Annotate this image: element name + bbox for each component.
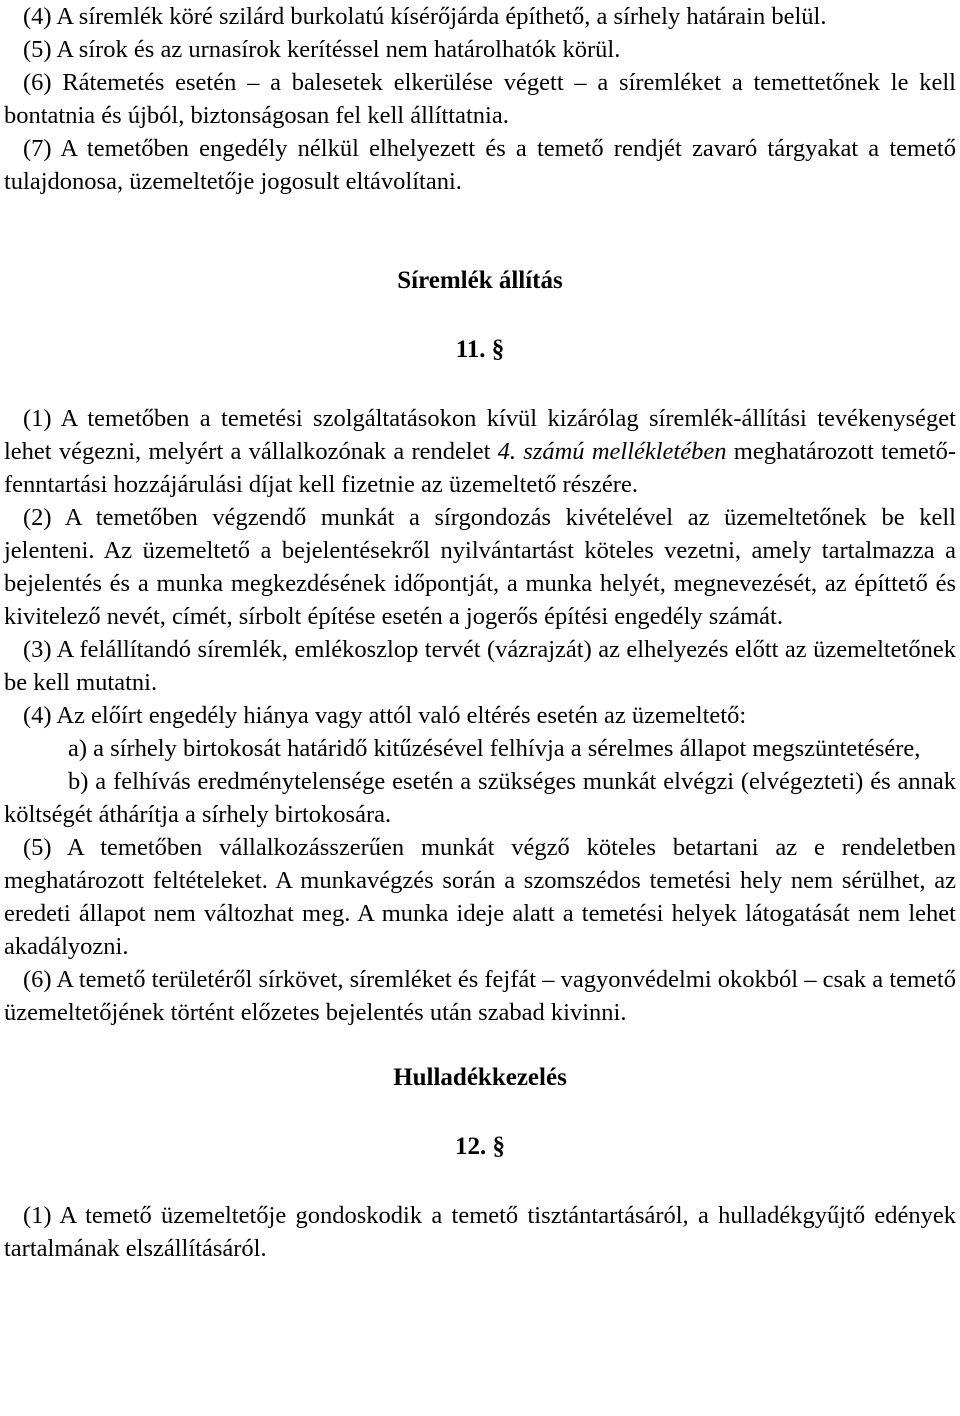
section-12-number: 12. § <box>455 1133 505 1160</box>
s11-paragraph-4a: a) a sírhely birtokosát határidő kitűzésével felhívja a sérelmes állapot megszüntetésére, <box>68 735 921 762</box>
s11-paragraph-2: (2) A temetőben végzendő munkát a sírgondozás kivételével az üzemeltetőnek be kell jelenteni. Az üzemeltető a bejelentésekről nyilvántartást köteles vezetni, amely tartalmazza a bejelentés és a munka megkezdésének időpontját, a munka helyét, megnevezését, az építtető és kivitelező nevét, címét, sírbolt építése esetén a jogerős építési engedély számát. <box>4 504 956 630</box>
section-12-body <box>4 1199 956 1265</box>
s12-paragraph-1: (1) A temető üzemeltetője gondoskodik a temető tisztántartásáról, a hulladékgyűjtő edények tartalmának elszállításáról. <box>4 1202 956 1262</box>
section-11-title: Síremlék állítás <box>397 267 563 294</box>
section-12-title: Hulladékkezelés <box>393 1064 567 1091</box>
s11-p1-text-before: (1) A temetőben a temetési szolgáltatásokon kívül kizárólag síremlék-állítási tevékenységet lehet végezni, melyért a vállalkozónak a rendelet <box>4 405 956 465</box>
paragraph-5: (5) A sírok és az urnasírok kerítéssel nem határolhatók körül. <box>23 36 621 63</box>
s11-paragraph-5: (5) A temetőben vállalkozásszerűen munkát végző köteles betartani az e rendeletben meghatározott feltételeket. A munkavégzés során a szomszédos temetési hely nem sérülhet, az eredeti állapot nem változhat meg. A munka ideje alatt a temetési helyek látogatását nem lehet akadályozni. <box>4 834 956 960</box>
s11-paragraph-4b: b) a felhívás eredménytelensége esetén a szükséges munkát elvégzi (elvégezteti) és annak költségét áthárítja a sírhely birtokosára. <box>4 768 956 828</box>
s11-p1-text-after: meghatározott temető-fenntartási hozzájárulási díjat kell fizetnie az üzemeltető részére. <box>4 438 956 498</box>
section-11-number: 11. § <box>455 336 505 363</box>
s11-paragraph-4: (4) Az előírt engedély hiánya vagy attól való eltérés esetén az üzemeltető: <box>23 702 747 729</box>
paragraph-7: (7) A temetőben engedély nélkül elhelyezett és a temető rendjét zavaró tárgyakat a temető tulajdonosa, üzemeltetője jogosult eltávolítani. <box>4 135 956 195</box>
s11-p1-italic-reference: 4. számú mellékletében <box>497 438 727 465</box>
paragraph-4: (4) A síremlék köré szilárd burkolatú kísérőjárda építhető, a sírhely határain belül. <box>23 3 827 30</box>
s11-paragraph-1 <box>4 402 956 501</box>
previous-section-paragraphs <box>4 0 956 198</box>
s11-paragraph-3: (3) A felállítandó síremlék, emlékoszlop tervét (vázrajzát) az elhelyezés előtt az üzemeltetőnek be kell mutatni. <box>4 636 956 696</box>
section-11-body <box>4 402 956 1029</box>
s11-paragraph-6: (6) A temető területéről sírkövet, síremléket és fejfát – vagyonvédelmi okokból – csak a temető üzemeltetőjének történt előzetes bejelentés után szabad kivinni. <box>4 966 956 1026</box>
paragraph-6: (6) Rátemetés esetén – a balesetek elkerülése végett – a síremléket a temettetőnek le kell bontatnia és újból, biztonságosan fel kell állíttatnia. <box>4 69 956 129</box>
